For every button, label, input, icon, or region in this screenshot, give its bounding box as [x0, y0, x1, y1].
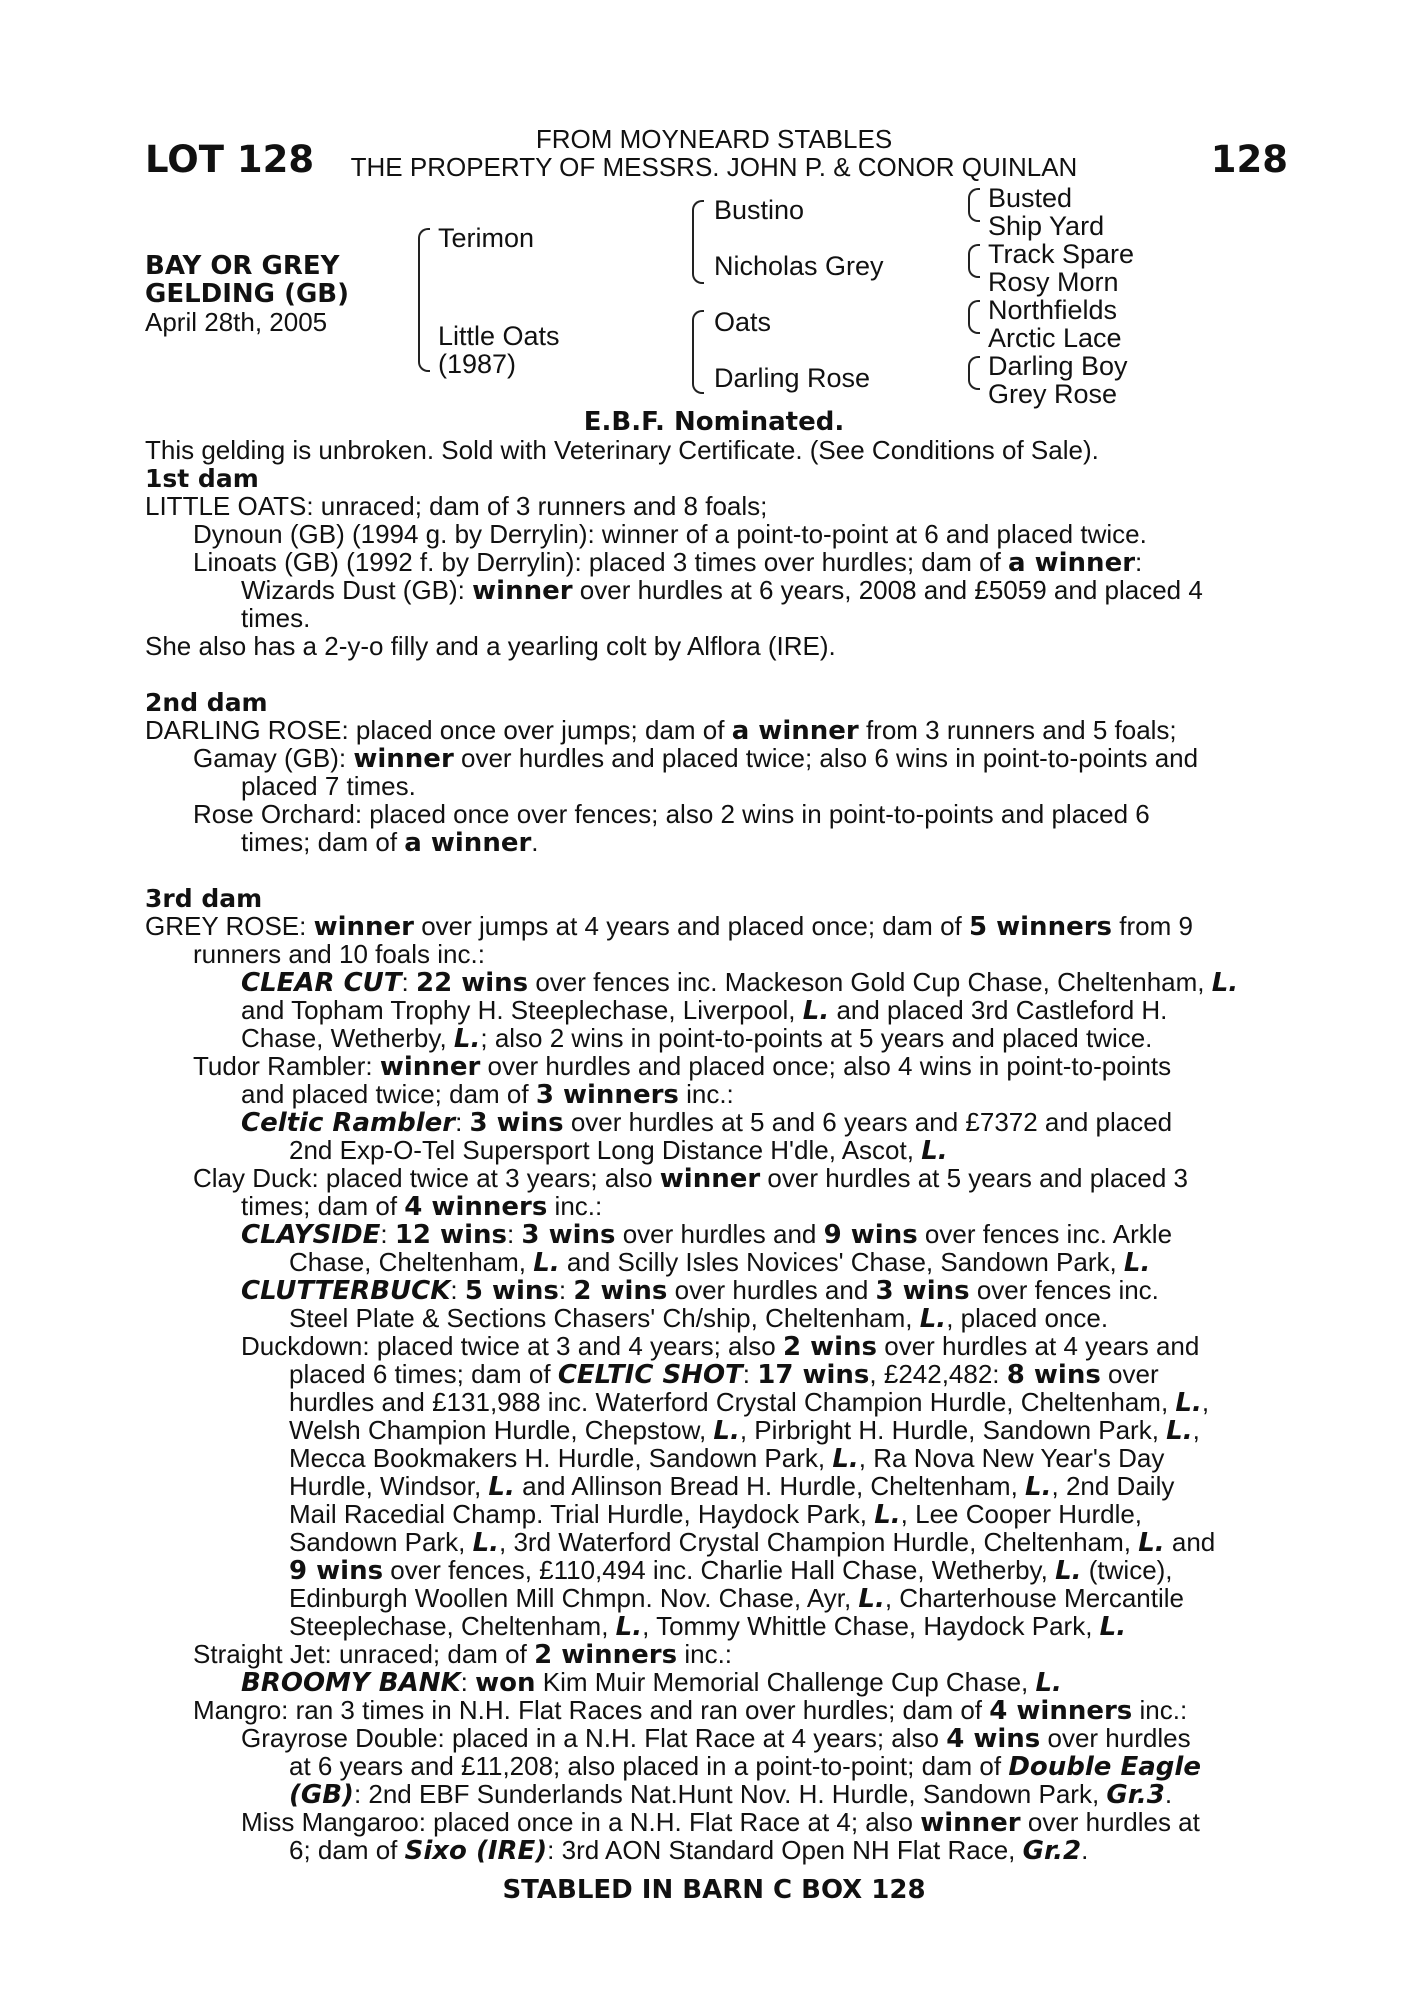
plain-text: over hurdles and — [667, 1275, 876, 1305]
black-type-text: L. — [1055, 1556, 1082, 1586]
black-type-text: L. — [472, 1528, 500, 1558]
plain-text: Steeplechase, Cheltenham, — [289, 1611, 616, 1641]
plain-text: over fences inc. — [969, 1275, 1159, 1305]
plain-text: Steel Plate & Sections Chasers' Ch/ship, Cheltenham, — [289, 1303, 920, 1333]
black-type-text: Double Eagle — [1008, 1752, 1201, 1782]
pedigree-gen3-6: Arctic Lace — [988, 323, 1122, 353]
pedigree-sire-dam: Nicholas Grey — [714, 251, 884, 281]
text-line — [145, 1360, 1285, 1388]
bold-text: 3 wins — [875, 1276, 970, 1306]
horse-gelding-origin: GELDING (GB) — [145, 279, 350, 309]
text-line — [145, 492, 1285, 520]
text-line — [145, 1248, 1285, 1276]
plain-text: : — [742, 1359, 758, 1389]
black-type-text: L. — [858, 1584, 885, 1614]
bold-text: 3 winners — [535, 1080, 679, 1110]
plain-text: and — [1164, 1527, 1216, 1557]
paragraph-gap — [145, 660, 1285, 688]
lot-label: LOT 128 — [145, 138, 315, 181]
plain-text: hurdles and £131,988 inc. Waterford Crystal Champion Hurdle, Cheltenham, — [289, 1387, 1176, 1417]
black-type-text: Gr.2 — [1022, 1836, 1082, 1866]
pedigree-brace-g4 — [968, 356, 980, 390]
text-line — [145, 1052, 1285, 1080]
text-line — [145, 1164, 1285, 1192]
black-type-text: L. — [1035, 1668, 1062, 1698]
text-line — [145, 1668, 1285, 1696]
pedigree-gen3-1: Busted — [988, 183, 1073, 213]
consignor-owners: THE PROPERTY OF MESSRS. JOHN P. & CONOR QUINLAN — [350, 152, 1078, 182]
plain-text: over hurdles at 5 years and placed 3 — [760, 1163, 1189, 1193]
plain-text: , 3rd Waterford Crystal Champion Hurdle, Cheltenham, — [499, 1527, 1139, 1557]
text-line — [145, 1024, 1285, 1052]
plain-text: : — [455, 1107, 470, 1137]
bold-text: 2 wins — [573, 1276, 668, 1306]
text-line — [145, 1276, 1285, 1304]
plain-text: Grayrose Double: placed in a N.H. Flat Race at 4 years; also — [241, 1723, 947, 1753]
text-line — [145, 1528, 1285, 1556]
plain-text: Mecca Bookmakers H. Hurdle, Sandown Park, — [289, 1443, 833, 1473]
black-type-text: BROOMY BANK — [241, 1668, 461, 1698]
black-type-text: L. — [1166, 1416, 1193, 1446]
pedigree-gen3-2: Ship Yard — [988, 211, 1105, 241]
pedigree-dam-sire: Oats — [714, 307, 772, 337]
text-line — [145, 1332, 1285, 1360]
plain-text: and Topham Trophy H. Steeplechase, Liverpool, — [241, 995, 803, 1025]
plain-text: Clay Duck: placed twice at 3 years; also — [193, 1163, 660, 1193]
plain-text: , Ra Nova New Year's Day — [858, 1443, 1165, 1473]
plain-text: : — [401, 967, 416, 997]
plain-text: : — [558, 1275, 574, 1305]
plain-text: inc.: — [1132, 1695, 1188, 1725]
plain-text: Chase, Cheltenham, — [289, 1247, 534, 1277]
bold-text: a winner — [1008, 548, 1136, 578]
plain-text: over — [1100, 1359, 1159, 1389]
pedigree-dam-year: (1987) — [438, 349, 517, 379]
text-line — [145, 1584, 1285, 1612]
black-type-text: CLUTTERBUCK — [241, 1276, 451, 1306]
text-line — [145, 940, 1285, 968]
text-line — [145, 436, 1285, 464]
bold-text: 9 wins — [823, 1220, 918, 1250]
plain-text: : — [506, 1219, 522, 1249]
text-line — [145, 576, 1285, 604]
plain-text: inc.: — [677, 1639, 733, 1669]
horse-colour-sex: BAY OR GREY — [145, 251, 340, 281]
bold-text: 12 wins — [394, 1220, 507, 1250]
dam-heading: 1st dam — [145, 464, 259, 493]
text-line — [145, 912, 1285, 940]
plain-text: over hurdles at 5 and 6 years and £7372 and placed — [563, 1107, 1173, 1137]
consignor-stables: FROM MOYNEARD STABLES — [535, 124, 893, 154]
black-type-text: L. — [919, 1304, 947, 1334]
text-line — [145, 1780, 1285, 1808]
plain-text: and Scilly Isles Novices' Chase, Sandown Park, — [559, 1247, 1124, 1277]
plain-text: 2nd Exp-O-Tel Supersport Long Distance H'dle, Ascot, — [289, 1135, 922, 1165]
black-type-text: CLEAR CUT — [241, 968, 402, 998]
pedigree-brace-dam — [692, 310, 704, 394]
text-line — [145, 1416, 1285, 1444]
plain-text: placed 7 times. — [241, 771, 416, 801]
bold-text: 2 winners — [534, 1640, 678, 1670]
pedigree-gen3-5: Northfields — [988, 295, 1118, 325]
plain-text: (twice), — [1081, 1555, 1173, 1585]
black-type-text: L. — [713, 1416, 740, 1446]
plain-text: . — [1081, 1835, 1089, 1865]
black-type-text: L. — [874, 1500, 901, 1530]
plain-text: over hurdles — [1040, 1723, 1191, 1753]
plain-text: over fences, £110,494 inc. Charlie Hall Chase, Wetherby, — [383, 1555, 1056, 1585]
text-line — [145, 1640, 1285, 1668]
plain-text: : 2nd EBF Sunderlands Nat.Hunt Nov. H. Hurdle, Sandown Park, — [353, 1779, 1107, 1809]
text-line — [145, 1304, 1285, 1332]
text-line — [145, 828, 1285, 856]
plain-text: ; also 2 wins in point-to-points at 5 years and placed twice. — [480, 1023, 1153, 1053]
plain-text: : 3rd AON Standard Open NH Flat Race, — [547, 1835, 1023, 1865]
plain-text: , £242,482: — [869, 1359, 1007, 1389]
bold-text: 3 wins — [469, 1108, 564, 1138]
text-line — [145, 800, 1285, 828]
plain-text: over hurdles at 4 years and — [877, 1331, 1200, 1361]
plain-text: She also has a 2-y-o filly and a yearling colt by Alflora (IRE). — [145, 631, 836, 661]
plain-text: runners and 10 foals inc.: — [193, 939, 485, 969]
text-line — [145, 1444, 1285, 1472]
plain-text: over hurdles and placed twice; also 6 wins in point-to-points and — [453, 743, 1199, 773]
text-line — [145, 632, 1285, 660]
bold-text: 4 winners — [404, 1192, 548, 1222]
plain-text: , Charterhouse Mercantile — [884, 1583, 1184, 1613]
text-line — [145, 688, 1285, 716]
text-line — [145, 1080, 1285, 1108]
plain-text: : — [1135, 547, 1143, 577]
plain-text: , — [1192, 1415, 1200, 1445]
text-line — [145, 1192, 1285, 1220]
bold-text: won — [475, 1668, 536, 1698]
plain-text: and placed 3rd Castleford H. — [829, 995, 1168, 1025]
plain-text: DARLING ROSE: placed once over jumps; dam of — [145, 715, 732, 745]
black-type-text: L. — [1099, 1612, 1127, 1642]
plain-text: . — [1164, 1779, 1173, 1809]
catalogue-entry-body — [145, 436, 1285, 1864]
black-type-text: L. — [615, 1612, 643, 1642]
plain-text: Wizards Dust (GB): — [241, 575, 473, 605]
plain-text: over jumps at 4 years and placed once; dam of — [414, 911, 969, 941]
plain-text: over hurdles at 6 years, 2008 and £5059 and placed 4 — [572, 575, 1203, 605]
text-line — [145, 1108, 1285, 1136]
plain-text: Mangro: ran 3 times in N.H. Flat Races and ran over hurdles; dam of — [193, 1695, 990, 1725]
plain-text: GREY ROSE: — [145, 911, 314, 941]
text-line — [145, 884, 1285, 912]
plain-text: over hurdles and placed once; also 4 wins in point-to-points — [480, 1051, 1172, 1081]
black-type-text: L. — [1138, 1528, 1165, 1558]
plain-text: , Lee Cooper Hurdle, — [900, 1499, 1143, 1529]
plain-text: , 2nd Daily — [1051, 1471, 1175, 1501]
plain-text: Linoats (GB) (1992 f. by Derrylin): placed 3 times over hurdles; dam of — [193, 547, 1009, 577]
text-line — [145, 968, 1285, 996]
text-line — [145, 1612, 1285, 1640]
black-type-text: Gr.3 — [1106, 1780, 1165, 1810]
lot-number: 128 — [1210, 138, 1288, 181]
pedigree-brace-gen1 — [418, 228, 430, 372]
plain-text: Duckdown: placed twice at 3 and 4 years; also — [241, 1331, 783, 1361]
plain-text: : — [380, 1219, 395, 1249]
bold-text: 5 wins — [464, 1276, 559, 1306]
plain-text: , — [1201, 1387, 1210, 1417]
plain-text: over hurdles and — [615, 1219, 824, 1249]
text-line — [145, 604, 1285, 632]
text-line — [145, 716, 1285, 744]
plain-text: Kim Muir Memorial Challenge Cup Chase, — [535, 1667, 1036, 1697]
pedigree-gen3-8: Grey Rose — [988, 379, 1118, 409]
bold-text: winner — [472, 576, 573, 606]
plain-text: over fences inc. Arkle — [917, 1219, 1173, 1249]
paragraph-gap — [145, 856, 1285, 884]
black-type-text: L. — [832, 1444, 859, 1474]
text-line — [145, 1836, 1285, 1864]
dam-heading: 2nd dam — [145, 688, 268, 717]
plain-text: Sandown Park, — [289, 1527, 473, 1557]
bold-text: 2 wins — [782, 1332, 878, 1362]
plain-text: Tudor Rambler: — [193, 1051, 380, 1081]
plain-text: Straight Jet: unraced; dam of — [193, 1639, 535, 1669]
black-type-text: L. — [802, 996, 830, 1026]
plain-text: : — [450, 1275, 465, 1305]
pedigree-gen3-3: Track Spare — [988, 239, 1135, 269]
bold-text: a winner — [404, 828, 532, 858]
plain-text: from 3 runners and 5 foals; — [858, 715, 1177, 745]
pedigree-brace-g2 — [968, 244, 980, 278]
bold-text: winner — [353, 744, 454, 774]
plain-text: . — [531, 827, 539, 857]
plain-text: , Pirbright H. Hurdle, Sandown Park, — [739, 1415, 1167, 1445]
text-line — [145, 1752, 1285, 1780]
black-type-text: L. — [533, 1248, 560, 1278]
bold-text: 4 winners — [989, 1696, 1133, 1726]
bold-text: winner — [659, 1164, 761, 1194]
plain-text: Chase, Wetherby, — [241, 1023, 454, 1053]
bold-text: 4 wins — [946, 1724, 1041, 1754]
bold-text: 17 wins — [757, 1360, 870, 1390]
text-line — [145, 464, 1285, 492]
black-type-text: (GB) — [289, 1780, 354, 1810]
black-type-text: L. — [1175, 1388, 1202, 1418]
pedigree-brace-g3 — [968, 300, 980, 334]
text-line — [145, 1136, 1285, 1164]
bold-text: winner — [379, 1052, 481, 1082]
pedigree-dam: Little Oats — [438, 321, 560, 351]
plain-text: Welsh Champion Hurdle, Chepstow, — [289, 1415, 714, 1445]
black-type-text: Celtic Rambler — [241, 1108, 456, 1138]
text-line — [145, 548, 1285, 576]
plain-text: from 9 — [1112, 911, 1193, 941]
text-line — [145, 1388, 1285, 1416]
plain-text: Hurdle, Windsor, — [289, 1471, 489, 1501]
plain-text: Edinburgh Woollen Mill Chmpn. Nov. Chase, Ayr, — [289, 1583, 859, 1613]
pedigree-dam-dam: Darling Rose — [714, 363, 871, 393]
plain-text: times. — [241, 603, 311, 633]
dam-heading: 3rd dam — [145, 884, 263, 913]
text-line — [145, 1220, 1285, 1248]
pedigree-gen3-4: Rosy Morn — [988, 267, 1119, 297]
plain-text: Dynoun (GB) (1994 g. by Derrylin): winner of a point-to-point at 6 and placed twice. — [193, 519, 1147, 549]
pedigree-sire-sire: Bustino — [714, 195, 805, 225]
text-line — [145, 1500, 1285, 1528]
black-type-text: L. — [1123, 1248, 1151, 1278]
bold-text: 9 wins — [289, 1556, 384, 1586]
text-line — [145, 520, 1285, 548]
ebf-nomination: E.B.F. Nominated. — [583, 407, 845, 437]
plain-text: and Allinson Bread H. Hurdle, Cheltenham, — [514, 1471, 1026, 1501]
pedigree-gen3-7: Darling Boy — [988, 351, 1128, 381]
text-line — [145, 1696, 1285, 1724]
bold-text: 8 wins — [1006, 1360, 1101, 1390]
black-type-text: L. — [488, 1472, 515, 1502]
plain-text: inc.: — [547, 1191, 603, 1221]
bold-text: winner — [920, 1808, 1021, 1838]
plain-text: at 6 years and £11,208; also placed in a point-to-point; dam of — [289, 1751, 1009, 1781]
plain-text: 6; dam of — [289, 1835, 405, 1865]
pedigree-brace-g1 — [968, 188, 980, 222]
plain-text: times; dam of — [241, 1191, 405, 1221]
bold-text: 5 winners — [968, 912, 1113, 942]
black-type-text: CLAYSIDE — [241, 1220, 381, 1250]
pedigree-brace-sire — [692, 200, 704, 284]
text-line — [145, 996, 1285, 1024]
plain-text: Rose Orchard: placed once over fences; also 2 wins in point-to-points and placed 6 — [193, 799, 1150, 829]
plain-text: over fences inc. Mackeson Gold Cup Chase, Cheltenham, — [528, 967, 1212, 997]
bold-text: winner — [313, 912, 414, 942]
pedigree-sire: Terimon — [438, 223, 535, 253]
text-line — [145, 1556, 1285, 1584]
plain-text: , placed once. — [946, 1303, 1109, 1333]
bold-text: 3 wins — [521, 1220, 616, 1250]
plain-text: inc.: — [678, 1079, 734, 1109]
bold-text: a winner — [731, 716, 859, 746]
plain-text: : — [460, 1667, 476, 1697]
text-line — [145, 1808, 1285, 1836]
black-type-text: Sixo (IRE) — [404, 1836, 548, 1866]
black-type-text: L. — [1211, 968, 1239, 998]
black-type-text: CELTIC SHOT — [557, 1360, 743, 1390]
plain-text: This gelding is unbroken. Sold with Veterinary Certificate. (See Conditions of Sale). — [145, 435, 1099, 465]
text-line — [145, 772, 1285, 800]
text-line — [145, 1724, 1285, 1752]
plain-text: placed 6 times; dam of — [289, 1359, 558, 1389]
foaling-date: April 28th, 2005 — [145, 307, 328, 337]
text-line — [145, 1472, 1285, 1500]
plain-text: times; dam of — [241, 827, 405, 857]
plain-text: over hurdles at — [1020, 1807, 1200, 1837]
black-type-text: L. — [1025, 1472, 1052, 1502]
bold-text: 22 wins — [416, 968, 529, 998]
black-type-text: L. — [453, 1024, 481, 1054]
plain-text: LITTLE OATS: unraced; dam of 3 runners and 8 foals; — [145, 491, 768, 521]
black-type-text: L. — [921, 1136, 948, 1166]
plain-text: Miss Mangaroo: placed once in a N.H. Flat Race at 4; also — [241, 1807, 921, 1837]
plain-text: Mail Racedial Champ. Trial Hurdle, Haydock Park, — [289, 1499, 875, 1529]
stabling-location: STABLED IN BARN C BOX 128 — [502, 1875, 926, 1905]
text-line — [145, 744, 1285, 772]
plain-text: and placed twice; dam of — [241, 1079, 536, 1109]
plain-text: Gamay (GB): — [193, 743, 354, 773]
plain-text: , Tommy Whittle Chase, Haydock Park, — [642, 1611, 1100, 1641]
